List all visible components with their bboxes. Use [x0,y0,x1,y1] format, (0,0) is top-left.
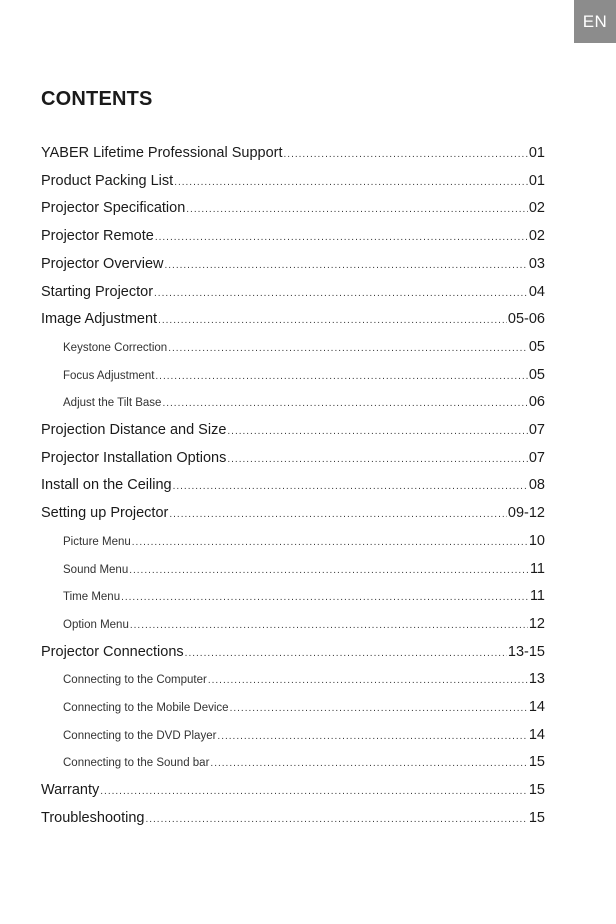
toc-entry-title: Setting up Projector [41,505,169,522]
dot-leader [169,509,507,520]
toc-entry-title: Connecting to the Mobile Device [63,702,229,714]
toc-entry-page: 14 [528,726,545,743]
toc-entry-page: 02 [528,228,545,245]
toc-entry [63,699,545,715]
toc-entry-page: 11 [529,560,545,577]
toc-entry-title: Projector Overview [41,255,164,272]
dot-leader [284,149,528,160]
toc-entry-page: 07 [528,422,545,438]
dot-leader [164,260,527,271]
toc-entry [41,477,545,493]
toc-entry-page: 06 [528,394,545,411]
toc-entry-title: Connecting to the Computer [63,674,207,687]
toc-entry-page: 01 [528,172,545,189]
toc-entry [41,810,545,826]
toc-entry-title: Adjust the Tilt Base [63,397,162,410]
toc-entry-title: Projector Installation Options [41,449,227,466]
toc-entry [63,754,545,770]
dot-leader [230,703,528,714]
toc-entry-title: Projector Specification [41,200,186,217]
toc-entry [63,367,545,383]
toc-entry [41,311,545,327]
toc-entry-title: Warranty [41,782,100,799]
toc-entry-title: Connecting to the DVD Player [63,729,217,742]
toc-entry-title: Projection Distance and Size [41,422,227,438]
toc-entry-page: 12 [528,615,545,632]
dot-leader [208,675,528,686]
toc-entry-title: Troubleshooting [41,809,145,826]
dot-leader [154,288,528,299]
toc-entry [63,727,545,743]
dot-leader [227,454,527,465]
dot-leader [121,592,529,603]
toc-entry-page: 05 [528,338,545,355]
toc-entry-title: Image Adjustment [41,311,158,328]
toc-entry-page: 03 [528,255,545,272]
dot-leader [155,232,528,243]
dot-leader [129,565,529,576]
dot-leader [217,731,527,742]
toc-entry-title: Picture Menu [63,535,131,548]
toc-entry [41,782,545,798]
toc-entry-page: 02 [528,200,545,217]
toc-entry [41,644,545,660]
dot-leader [210,758,527,769]
toc-entry [41,173,545,189]
toc-entry [41,450,545,466]
toc-entry-page: 04 [528,283,545,300]
toc-entry [41,284,545,300]
toc-entry-page: 10 [528,532,545,549]
toc-entry [63,671,545,687]
toc-entry [41,200,545,216]
toc-entry-title: Keystone Correction [63,341,168,354]
toc-entry [41,422,545,438]
toc-entry-page: 09-12 [507,505,545,522]
dot-leader [185,648,507,659]
toc-entry-page: 08 [528,477,545,494]
toc-entry [63,561,545,577]
toc-entry [41,145,545,161]
toc-entry-page: 05-06 [507,311,545,328]
toc-entry [41,505,545,521]
dot-leader [158,315,507,326]
toc-entry-title: Projector Remote [41,228,154,245]
toc-entry-page: 14 [528,699,545,715]
toc-entry-page: 15 [528,782,545,799]
toc-entry [63,588,545,604]
toc-entry-title: Starting Projector [41,283,154,300]
toc-entry-title: YABER Lifetime Professional Support [41,145,283,161]
toc-entry-title: Connecting to the Sound bar [63,757,210,770]
toc-entry-page: 05 [528,366,545,383]
language-tab: EN [574,0,616,43]
toc-entry [63,616,545,632]
dot-leader [155,371,527,382]
dot-leader [186,204,528,215]
dot-leader [145,814,527,825]
dot-leader [162,398,527,409]
toc-entry [63,339,545,355]
dot-leader [227,426,527,437]
toc-entry-title: Option Menu [63,618,129,631]
toc-entry [41,228,545,244]
toc-entry-title: Product Packing List [41,172,174,189]
toc-entry [63,533,545,549]
toc-entry-title: Install on the Ceiling [41,477,172,494]
dot-leader [130,620,528,631]
toc-entry-page: 07 [528,449,545,466]
toc-entry [41,256,545,272]
dot-leader [100,786,528,797]
dot-leader [132,537,528,548]
dot-leader [174,177,528,188]
dot-leader [173,481,528,492]
toc-entry-title: Focus Adjustment [63,369,155,382]
dot-leader [168,343,528,354]
toc-entry-page: 13 [528,671,545,688]
toc-entry-page: 01 [528,145,545,161]
toc-entry-page: 15 [528,809,545,826]
toc-entry-title: Projector Connections [41,643,184,660]
toc-entry-page: 13-15 [507,643,545,660]
toc-entry-page: 15 [528,754,545,771]
toc-entry [63,394,545,410]
toc-entry-title: Sound Menu [63,563,129,576]
contents-heading: CONTENTS [41,88,153,110]
toc-entry-title: Time Menu [63,591,121,604]
toc-entry-page: 11 [529,588,545,605]
